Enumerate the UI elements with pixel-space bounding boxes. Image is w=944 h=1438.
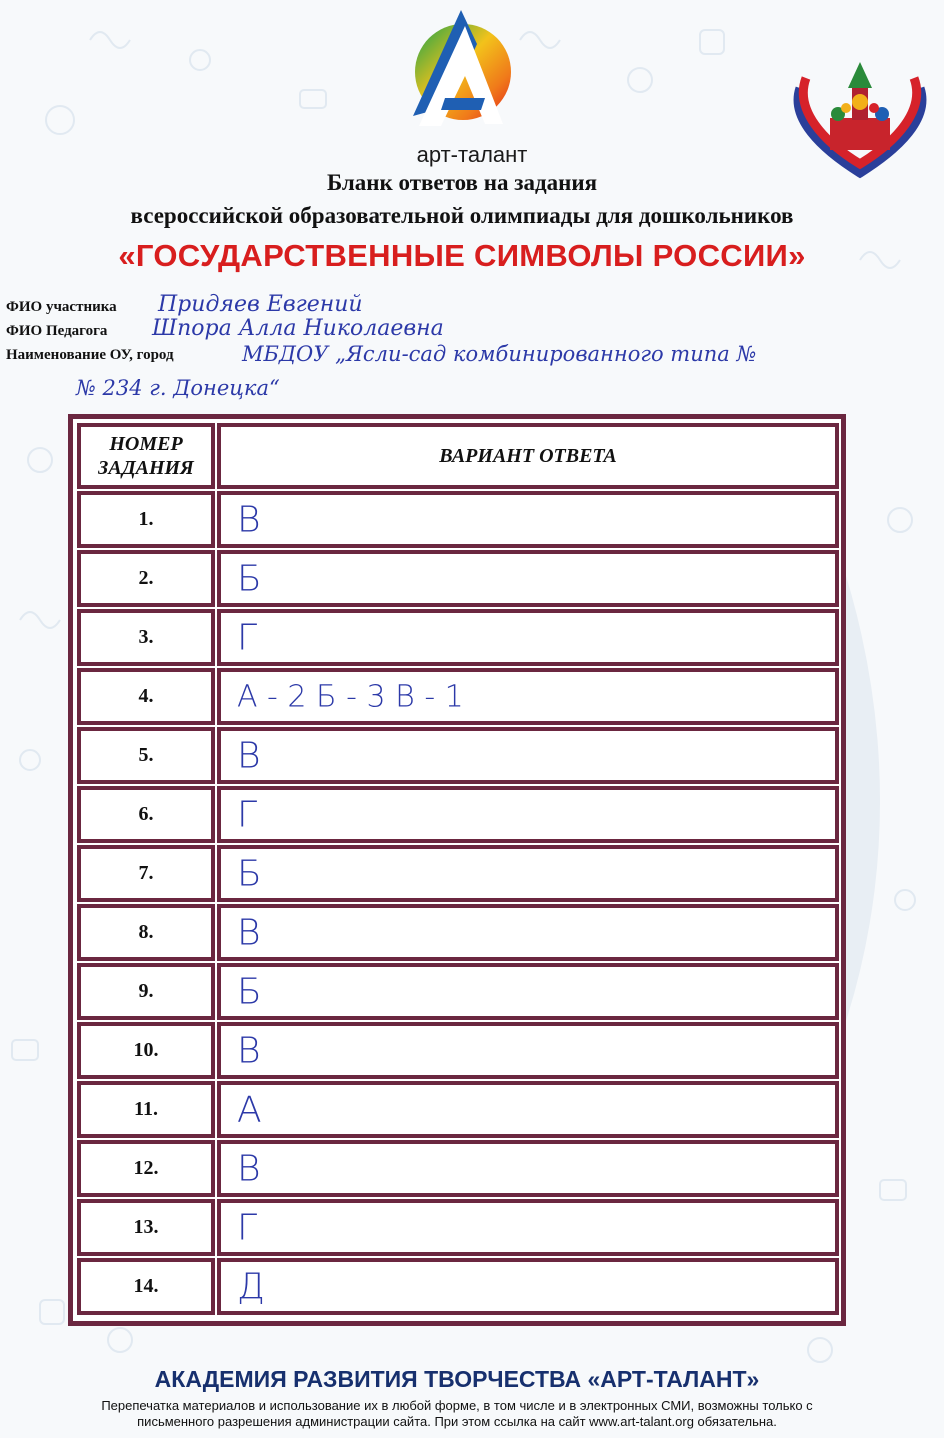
answer-cell [217,786,839,843]
task-number: 7. [77,845,215,902]
participant-value: Придяев Евгений [158,292,363,317]
copyright-note-line2: письменного разрешения администрации сайта. При этом ссылка на сайт www.art-talant.org обязательна. [137,1414,777,1429]
answer-value: В [237,1148,261,1189]
task-number: 9. [77,963,215,1020]
answer-cell [217,668,839,725]
task-number: 12. [77,1140,215,1197]
task-number: 13. [77,1199,215,1256]
institution-value-line2: № 234 г. Донецка“ [76,376,280,400]
form-subtitle: всероссийской образовательной олимпиады для дошкольников [130,203,794,228]
answer-cell [217,727,839,784]
answer-cell [217,550,839,607]
answer-value: А [237,1089,262,1130]
answer-value: В [237,912,261,953]
answer-value: Д [237,1266,265,1307]
institution-value-line1: МБДОУ „Ясли-сад комбинированного типа № [242,342,757,366]
answer-cell [217,963,839,1020]
task-number: 2. [77,550,215,607]
answer-cell [217,491,839,548]
task-number: 10. [77,1022,215,1079]
task-number: 14. [77,1258,215,1315]
task-number: 1. [77,491,215,548]
answer-cell [217,609,839,666]
task-number: 11. [77,1081,215,1138]
teacher-label: ФИО Педагога [6,323,108,339]
academy-name: АКАДЕМИЯ РАЗВИТИЯ ТВОРЧЕСТВА «АРТ-ТАЛАНТ» [154,1366,760,1392]
answer-value: Г [237,794,258,835]
task-number: 6. [77,786,215,843]
answer-cell [217,1022,839,1079]
task-number: 8. [77,904,215,961]
answer-value: Б [237,971,262,1012]
brand-name: арт-талант [416,142,528,167]
task-number: 3. [77,609,215,666]
answer-cell [217,1258,839,1315]
art-talant-logo-icon [405,6,517,136]
answer-cell [217,1081,839,1138]
copyright-note [20,1398,894,1430]
answer-value: Б [237,853,262,894]
participant-label: ФИО участника [6,299,117,315]
col-answer-header: ВАРИАНТ ОТВЕТА [217,423,839,489]
answer-value: В [237,735,261,776]
answer-value: Г [237,617,258,658]
teacher-value: Шпора Алла Николаевна [152,316,444,341]
answer-value: В [237,1030,261,1071]
olympiad-name: «ГОСУДАРСТВЕННЫЕ СИМВОЛЫ РОССИИ» [118,238,806,273]
answer-value: Г [237,1207,258,1248]
answers-table [68,414,846,1326]
task-number: 4. [77,668,215,725]
answer-cell [217,845,839,902]
answer-cell [217,1140,839,1197]
copyright-note-line1: Перепечатка материалов и использование их в любой форме, в том числе и в электронных СМИ, возможны только с [101,1398,813,1413]
answer-cell [217,904,839,961]
form-title: Бланк ответов на задания [326,170,598,195]
answer-value: Б [237,558,262,599]
institution-label: Наименование ОУ, город [6,347,174,363]
col-number-header: НОМЕР ЗАДАНИЯ [77,423,215,489]
task-number: 5. [77,727,215,784]
answer-value: В [237,499,261,540]
answer-cell [217,1199,839,1256]
answer-value: А - 2 Б - 3 В - 1 [237,679,464,714]
